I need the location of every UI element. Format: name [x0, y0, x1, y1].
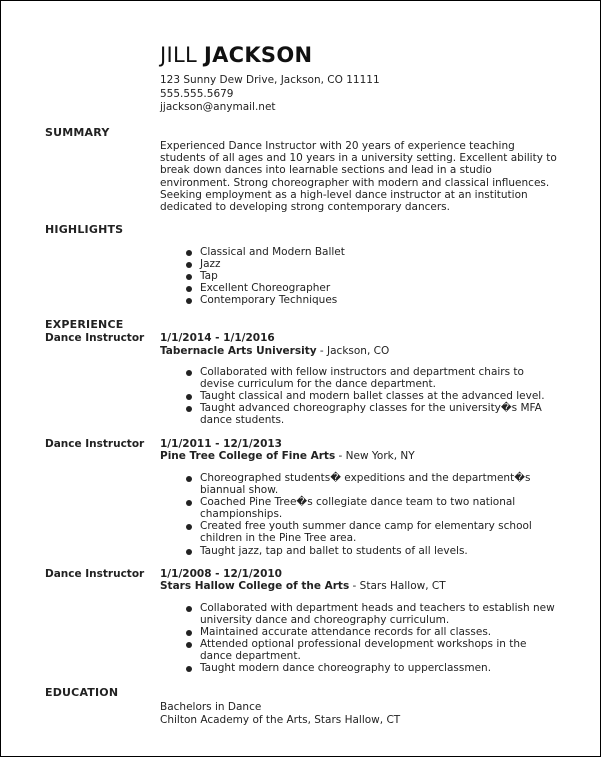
education-heading: EDUCATION [45, 686, 119, 699]
location: - Stars Hallow, CT [349, 580, 446, 592]
phone: 555.555.5679 [160, 87, 234, 100]
list-item: Taught jazz, tap and ballet to students of all levels. [186, 545, 556, 557]
employer: Tabernacle Arts University [160, 345, 317, 357]
employer: Stars Hallow College of the Arts [160, 580, 350, 592]
list-item: Created free youth summer dance camp for elementary school children in the Pine Tree area. [186, 520, 556, 544]
email: jjackson@anymail.net [160, 101, 276, 113]
location: - New York, NY [335, 450, 415, 462]
list-item: Collaborated with fellow instructors and department chairs to devise curriculum for the dance department. [186, 366, 556, 390]
list-item: Taught advanced choreography classes for the university�s MFA dance students. [186, 402, 556, 426]
highlights-heading: HIGHLIGHTS [45, 223, 124, 236]
location: - Jackson, CO [316, 345, 390, 357]
address: 123 Sunny Dew Drive, Jackson, CO 11111 [160, 74, 380, 86]
list-item: Collaborated with department heads and teachers to establish new university dance and choreography curriculum. [186, 602, 556, 626]
list-item: Classical and Modern Ballet [186, 246, 345, 258]
list-item: Maintained accurate attendance records for all classes. [186, 626, 556, 638]
list-item: Choreographed students� expeditions and the department�s biannual show. [186, 472, 556, 496]
experience-heading: EXPERIENCE [45, 318, 124, 331]
list-item: Coached Pine Tree�s collegiate dance team to two national championships. [186, 496, 556, 520]
employer: Pine Tree College of Fine Arts [160, 450, 336, 462]
contact-block [160, 74, 380, 115]
school: Chilton Academy of the Arts, Stars Hallow, CT [160, 714, 401, 726]
list-item: Attended optional professional development workshops in the dance department. [186, 638, 556, 662]
list-item: Excellent Choreographer [186, 282, 345, 294]
summary-text: Experienced Dance Instructor with 20 years of experience teaching students of all ages and 10 years in a university setting. Excellent ability to break down dances into learnable sections and lead in a studio environment. Strong choreographer with modern and classical influences. Seeking employment as a high-level dance instructor at an institution dedicated to developing strong contemporary dancers. [160, 140, 557, 214]
job-bullets [186, 602, 556, 675]
job-title: Dance Instructor [45, 568, 145, 580]
candidate-name [160, 43, 312, 67]
list-item: Contemporary Techniques [186, 294, 345, 306]
job-bullets [186, 366, 556, 426]
list-item: Taught classical and modern ballet classes at the advanced level. [186, 390, 556, 402]
summary-heading: SUMMARY [45, 126, 110, 139]
degree: Bachelors in Dance [160, 701, 262, 713]
job-dates: 1/1/2008 - 12/1/2010 [160, 568, 282, 580]
first-name: JILL [160, 43, 197, 67]
list-item: Tap [186, 270, 345, 282]
job-dates: 1/1/2014 - 1/1/2016 [160, 332, 275, 344]
job-title: Dance Instructor [45, 332, 145, 344]
education-block [160, 701, 400, 727]
last-name: JACKSON [203, 43, 313, 67]
highlights-list [186, 246, 345, 306]
job-employer-line [160, 345, 389, 357]
job-employer-line [160, 580, 446, 592]
list-item: Taught modern dance choreography to upperclassmen. [186, 662, 556, 674]
job-dates: 1/1/2011 - 12/1/2013 [160, 438, 282, 450]
list-item: Jazz [186, 258, 345, 270]
job-bullets [186, 472, 556, 557]
job-employer-line [160, 450, 415, 462]
job-title: Dance Instructor [45, 438, 145, 450]
